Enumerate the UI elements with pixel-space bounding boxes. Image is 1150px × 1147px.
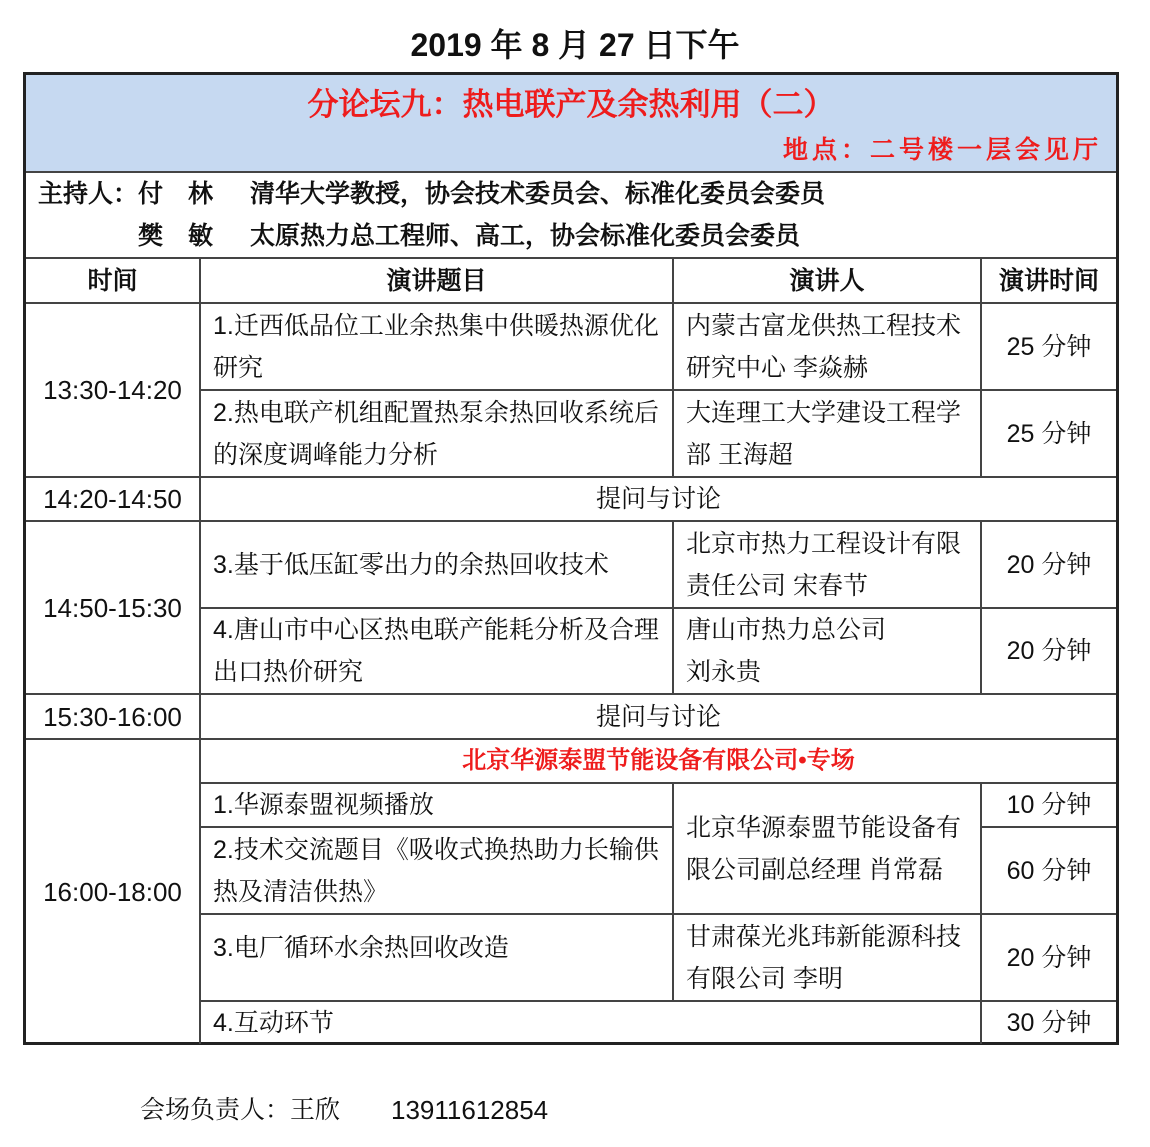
column-header-speaker: 演讲人 xyxy=(673,258,981,303)
host-line xyxy=(38,215,1116,257)
schedule-table-frame xyxy=(23,72,1119,1045)
talk-speaker: 北京市热力工程设计有限责任公司 宋春节 xyxy=(673,521,981,608)
hosts-cell xyxy=(26,172,1116,258)
host-title: 太原热力总工程师、高工，协会标准化委员会委员 xyxy=(250,222,801,250)
session-time: 13:30-14:20 xyxy=(26,303,200,477)
host-name: 付 林 xyxy=(138,180,214,208)
host-label: 主持人： xyxy=(38,180,139,208)
talk-duration: 30 分钟 xyxy=(981,1001,1116,1044)
talk-speaker: 北京华源泰盟节能设备有限公司副总经理 肖常磊 xyxy=(673,783,981,914)
discussion-label: 提问与讨论 xyxy=(200,477,1116,521)
session-time: 14:50-15:30 xyxy=(26,521,200,694)
talk-duration: 20 分钟 xyxy=(981,914,1116,1001)
column-header-time: 时间 xyxy=(26,258,200,303)
discussion-row xyxy=(26,477,1116,521)
talk-speaker: 唐山市热力总公司 刘永贵 xyxy=(673,608,981,694)
talk-title: 4.唐山市中心区热电联产能耗分析及合理出口热价研究 xyxy=(200,608,673,694)
host-label-spacer xyxy=(38,215,138,257)
talk-duration: 25 分钟 xyxy=(981,390,1116,477)
venue-contact-person: 会场负责人：王欣 xyxy=(140,1096,341,1124)
talk-duration: 25 分钟 xyxy=(981,303,1116,390)
column-header-topic: 演讲题目 xyxy=(200,258,673,303)
column-header-duration: 演讲时间 xyxy=(981,258,1116,303)
schedule-table xyxy=(26,75,1116,1044)
talk-speaker: 甘肃葆光兆玮新能源科技有限公司 李明 xyxy=(673,914,981,1001)
talk-row xyxy=(26,303,1116,390)
talk-speaker: 大连理工大学建设工程学部 王海超 xyxy=(673,390,981,477)
talk-title: 3.基于低压缸零出力的余热回收技术 xyxy=(200,521,673,608)
hosts-row xyxy=(26,172,1116,258)
talk-title: 3.电厂循环水余热回收改造 xyxy=(200,914,673,1001)
talk-speaker: 内蒙古富龙供热工程技术研究中心 李焱赫 xyxy=(673,303,981,390)
talk-row xyxy=(26,521,1116,608)
talk-duration: 60 分钟 xyxy=(981,827,1116,914)
discussion-row xyxy=(26,694,1116,739)
host-name: 樊 敏 xyxy=(138,222,214,250)
venue-contact xyxy=(140,1094,660,1126)
talk-duration: 20 分钟 xyxy=(981,521,1116,608)
special-session-row xyxy=(26,739,1116,783)
forum-banner xyxy=(26,75,1116,172)
venue-contact-phone: 13911612854 xyxy=(391,1095,549,1125)
discussion-label: 提问与讨论 xyxy=(200,694,1116,739)
session-time: 16:00-18:00 xyxy=(26,739,200,1044)
talk-duration: 20 分钟 xyxy=(981,608,1116,694)
special-session-title: 北京华源泰盟节能设备有限公司•专场 xyxy=(200,739,1116,783)
forum-location: 地点：二号楼一层会见厅 xyxy=(782,136,1102,164)
session-time: 15:30-16:00 xyxy=(26,694,200,739)
page-title: 2019 年 8 月 27 日下午 xyxy=(410,27,740,63)
schedule-body xyxy=(26,75,1116,1044)
talk-title: 1.迁西低品位工业余热集中供暖热源优化研究 xyxy=(200,303,673,390)
column-header-row xyxy=(26,258,1116,303)
talk-title: 4.互动环节 xyxy=(200,1001,981,1044)
session-time: 14:20-14:50 xyxy=(26,477,200,521)
talk-title: 1.华源泰盟视频播放 xyxy=(200,783,673,827)
forum-title: 分论坛九：热电联产及余热利用（二） xyxy=(307,87,835,122)
talk-title: 2.热电联产机组配置热泵余热回收系统后的深度调峰能力分析 xyxy=(200,390,673,477)
host-line xyxy=(38,173,1116,215)
talk-duration: 10 分钟 xyxy=(981,783,1116,827)
talk-title: 2.技术交流题目《吸收式换热助力长输供热及清洁供热》 xyxy=(200,827,673,914)
host-title: 清华大学教授，协会技术委员会、标准化委员会委员 xyxy=(250,180,826,208)
forum-header-row xyxy=(26,75,1116,172)
